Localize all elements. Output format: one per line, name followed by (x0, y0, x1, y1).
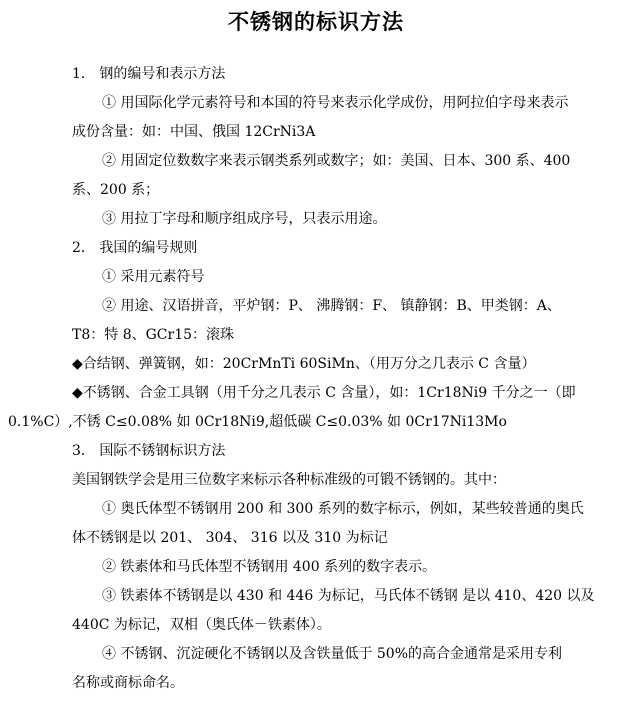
section-3-heading: 3． 国际不锈钢标识方法 (72, 443, 226, 459)
s3-item-1-line-1: ① 奥氏体型不锈钢用 200 和 300 系列的数字标示，例如，某些较普通的奥氏 (102, 501, 584, 517)
s1-item-2-line-2: 系、200 系； (72, 182, 160, 198)
s3-item-2: ② 铁素体和马氏体型不锈钢用 400 系列的数字表示。 (102, 559, 437, 575)
s3-item-3-line-2: 440C 为标记，双相（奥氏体－铁素体）。 (72, 617, 331, 633)
s2-bullet-2-line-2: 0.1%C）,不锈 C≤0.08% 如 0Cr18Ni9,超低碳 C≤0.03% 如 0Cr17Ni13Mo (8, 414, 507, 430)
s1-item-2-line-1: ② 用固定位数数字来表示钢类系列或数字；如：美国、日本、300 系、400 (102, 153, 571, 169)
s3-item-1-line-2: 体不锈钢是以 201、 304、 316 以及 310 为标记 (72, 530, 388, 546)
s2-bullet-2-line-1: ◆不锈钢、合金工具钢（用千分之几表示 C 含量），如：1Cr18Ni9 千分之一（即 (72, 385, 576, 401)
s2-item-1: ① 采用元素符号 (102, 269, 205, 285)
s1-item-1-line-1: ① 用国际化学元素符号和本国的符号来表示化学成份，用阿拉伯字母来表示 (102, 95, 569, 111)
s3-intro: 美国钢铁学会是用三位数字来标示各种标准级的可锻不锈钢的。其中： (72, 472, 506, 488)
page-title: 不锈钢的标识方法 (228, 10, 404, 34)
section-2-heading: 2． 我国的编号规则 (72, 240, 198, 256)
s1-item-3: ③ 用拉丁字母和顺序组成序号，只表示用途。 (102, 211, 387, 227)
s1-item-1-line-2: 成份含量：如：中国、俄国 12CrNi3A (72, 124, 316, 140)
s3-item-4-line-2: 名称或商标命名。 (72, 675, 184, 691)
section-1-heading: 1． 钢的编号和表示方法 (72, 66, 226, 82)
s3-item-4-line-1: ④ 不锈钢、沉淀硬化不锈钢以及含铁量低于 50%的高合金通常是采用专利 (102, 646, 563, 662)
s3-item-3-line-1: ③ 铁素体不锈钢是以 430 和 446 为标记，马氏体不锈钢 是以 410、420 以及 (102, 588, 595, 604)
s2-item-2-line-2: T8：特 8、GCr15：滚珠 (72, 327, 235, 343)
s2-bullet-1: ◆合结钢、弹簧钢，如：20CrMnTi 60SiMn、（用万分之几表示 C 含量） (72, 356, 536, 372)
s2-item-2-line-1: ② 用途、汉语拼音，平炉钢：P、 沸腾钢：F、 镇静钢：B、甲类钢：A、 (102, 298, 561, 314)
